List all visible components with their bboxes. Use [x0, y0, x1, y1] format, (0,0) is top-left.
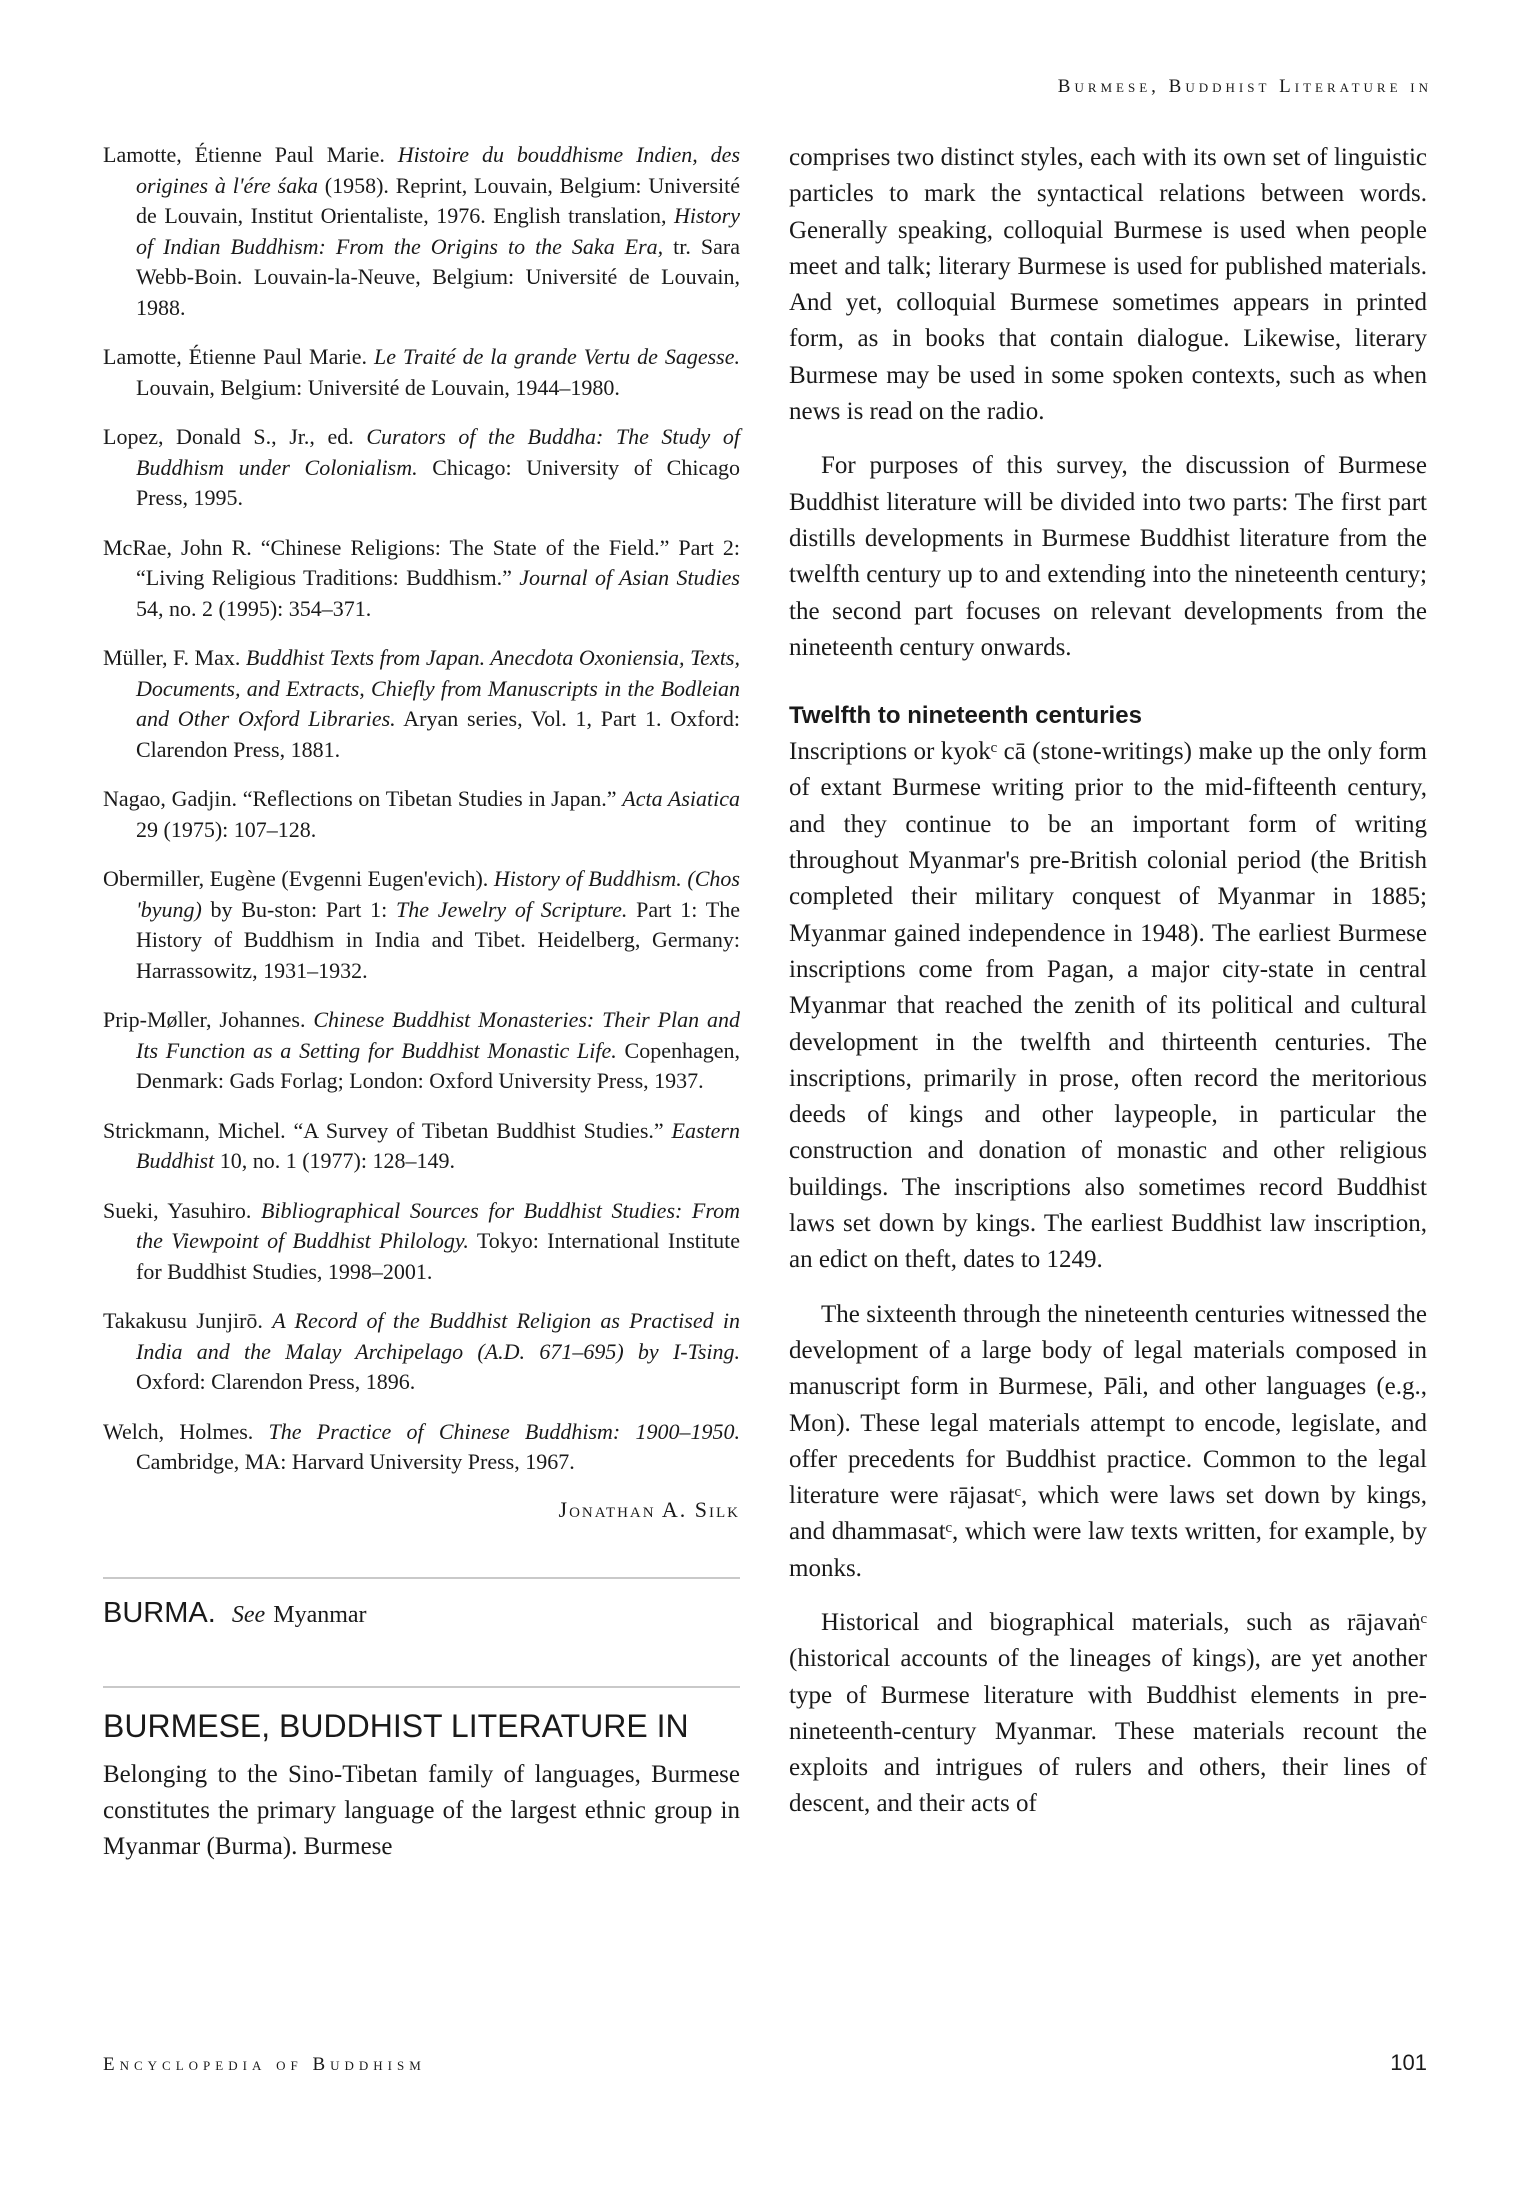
reference-author: Prip-Møller, Johannes. [103, 1007, 314, 1032]
reference-title: A Record of the Buddhist Religion as Practised in India and the Malay Archipelago (A.D. 671–695) by I-Tsing. [136, 1308, 740, 1364]
reference-title2: The Jewelry of Scripture. [395, 896, 628, 922]
reference-entry [103, 422, 740, 514]
reference-rest: Cambridge, MA: Harvard University Press, 1967. [136, 1449, 575, 1474]
reference-entry [103, 1417, 740, 1478]
reference-title: Journal of Asian Studies [519, 565, 740, 590]
xref-term: BURMA. [103, 1596, 216, 1629]
subsection-heading: Twelfth to nineteenth centuries [789, 702, 1142, 730]
reference-entry [103, 1116, 740, 1177]
reference-author: Lopez, Donald S., Jr., ed. [103, 424, 367, 449]
reference-entry [103, 1005, 740, 1097]
reference-rest: Chicago: University of Chicago Press, 1995. [136, 454, 740, 510]
footer-book-title: Encyclopedia of Buddhism [103, 2054, 426, 2075]
xref-see: See [231, 1601, 266, 1628]
body-paragraph: Historical and biographical materials, such as rājavaṅᶜ (historical accounts of the lineages of kings), are yet another type of Burmese literature with Buddhist elements in pre-nineteenth-century Myanmar. These materials recount the exploits and intrigues of rulers and others, their lines of descent, and their acts of [789, 1608, 1427, 1818]
page-number: 101 [1390, 2050, 1427, 2075]
reference-author: Strickmann, Michel. “A Survey of Tibetan Buddhist Studies.” [103, 1117, 672, 1143]
reference-author: Müller, F. Max. [103, 645, 246, 670]
reference-entry [103, 342, 740, 403]
body-paragraph: For purposes of this survey, the discussion of Burmese Buddhist literature will be divided into two parts: The first part distills developments in Burmese Buddhist literature from the twelfth century up to and extending into the nineteenth century; the second part focuses on relevant developments from the nineteenth century onwards. [789, 452, 1427, 661]
reference-title: The Practice of Chinese Buddhism: 1900–1950. [268, 1418, 740, 1444]
section-divider [103, 1577, 740, 1579]
reference-title: Bibliographical Sources for Buddhist Studies: From the Viewpoint of Buddhist Philology. [136, 1197, 741, 1253]
reference-title: Acta Asiatica [622, 786, 740, 811]
reference-author: Lamotte, Étienne Paul Marie. [103, 344, 375, 369]
section-divider [103, 1686, 740, 1688]
cross-reference [103, 1597, 740, 1630]
reference-title: Eastern Buddhist [136, 1117, 740, 1173]
reference-rest2: tr. Sara Webb-Boin. Louvain-la-Neuve, Belgium: Université de Louvain, 1988. [136, 233, 740, 320]
reference-rest: 54, no. 2 (1995): 354–371. [136, 595, 372, 621]
reference-author: Takakusu Junjirō. [103, 1308, 273, 1333]
reference-rest: 10, no. 1 (1977): 128–149. [214, 1148, 455, 1173]
body-paragraph: The sixteenth through the nineteenth centuries witnessed the development of a large body of legal materials composed in manuscript form in Burmese, Pāli, and other languages (e.g., Mon). These legal materials attempt to encode, legislate, and offer precedents for Buddhist practice. Common to the legal literature were rājasatᶜ, which were laws set down by kings, and dhammasatᶜ, which were law texts written, for example, by monks. [789, 1300, 1427, 1582]
xref-target-link[interactable]: Myanmar [273, 1601, 367, 1628]
reference-title: History of Buddhism. (Chos 'byung) [136, 866, 740, 922]
reference-rest: Tokyo: International Institute for Buddhist Studies, 1998–2001. [136, 1228, 741, 1284]
reference-rest: Louvain, Belgium: Université de Louvain, 1944–1980. [136, 374, 620, 400]
reference-rest2: Part 1: The History of Buddhism in India and Tibet. Heidelberg, Germany: Harrassowitz, 1931–1932. [136, 896, 740, 983]
reference-rest: by Bu-ston: Part 1: [201, 896, 396, 922]
reference-entry [103, 864, 740, 986]
reference-author: Welch, Holmes. [103, 1418, 269, 1444]
left-column [103, 140, 740, 1865]
entry-title: BURMESE, BUDDHIST LITERATURE IN [103, 1707, 689, 1744]
reference-entry [103, 1306, 740, 1398]
reference-entry [103, 533, 740, 625]
reference-rest: Aryan series, Vol. 1, Part 1. Oxford: Clarendon Press, 1881. [136, 706, 740, 762]
reference-title: Histoire du bouddhisme Indien, des origines à l'ére śaka [136, 142, 741, 198]
reference-author: Nagao, Gadjin. “Reflections on Tibetan Studies in Japan.” [103, 786, 623, 811]
reference-author: McRae, John R. “Chinese Religions: The State of the Field.” Part 2: “Living Religious Traditions: Buddhism.” [103, 534, 740, 590]
reference-title: Buddhist Texts from Japan. Anecdota Oxoniensia, Texts, Documents, and Extracts, Chiefly from Manuscripts in the Bodleian and Other Oxford Libraries. [136, 645, 740, 731]
body-paragraph: comprises two distinct styles, each with its own set of linguistic particles to mark the syntactical relations between words. Generally speaking, colloquial Burmese is used when people meet and talk; literary Burmese is used for published materials. And yet, colloquial Burmese sometimes appears in printed form, as in books that contain dialogue. Likewise, literary Burmese may be used in some spoken contexts, such as when news is read on the radio. [789, 144, 1427, 426]
right-column [789, 140, 1427, 1823]
reference-title2: History of Indian Buddhism: From the Origins to the Saka Era, [136, 203, 740, 259]
reference-entry [103, 140, 740, 323]
reference-author: Sueki, Yasuhiro. [103, 1197, 261, 1223]
reference-entry [103, 784, 740, 845]
reference-title: Le Traité de la grande Vertu de Sagesse. [374, 344, 740, 369]
reference-rest: (1958). Reprint, Louvain, Belgium: Université de Louvain, Institut Orientaliste, 1976. English translation, [136, 172, 740, 228]
running-header: Burmese, Buddhist Literature in [1057, 76, 1432, 97]
bibliography [103, 140, 740, 1478]
reference-author: Obermiller, Eugène (Evgenni Eugen'evich). [103, 866, 494, 891]
author-signature: Jonathan A. Silk [558, 1496, 740, 1522]
reference-author: Lamotte, Étienne Paul Marie. [103, 142, 398, 167]
reference-entry [103, 643, 740, 765]
reference-rest: Oxford: Clarendon Press, 1896. [136, 1369, 416, 1394]
reference-rest: 29 (1975): 107–128. [136, 816, 317, 842]
body-paragraph: Inscriptions or kyokᶜ cā (stone-writings) make up the only form of extant Burmese writing prior to the mid-fifteenth century, and they continue to be an important form of writing throughout Myanmar's pre-British colonial period (the British completed their military conquest of Myanmar in 1885; Myanmar gained independence in 1948). The earliest Burmese inscriptions come from Pagan, a major city-state in central Myanmar that reached the zenith of its political and cultural development in the twelfth and thirteenth centuries. The inscriptions, primarily in prose, often record the meritorious deeds of kings and other laypeople, in particular the construction and donation of monastic and other religious buildings. The inscriptions also sometimes record Buddhist laws set down by kings. The earliest Buddhist law inscription, an edict on theft, dates to 1249. [789, 738, 1427, 1274]
reference-rest: Copenhagen, Denmark: Gads Forlag; London: Oxford University Press, 1937. [136, 1037, 741, 1093]
reference-entry [103, 1196, 740, 1288]
entry-intro-paragraph: Belonging to the Sino-Tibetan family of languages, Burmese constitutes the primary language of the largest ethnic group in Myanmar (Burma). Burmese [103, 1760, 740, 1861]
reference-title: Chinese Buddhist Monasteries: Their Plan and Its Function as a Setting for Buddhist Monastic Life. [136, 1007, 740, 1063]
reference-title: Curators of the Buddha: The Study of Buddhism under Colonialism. [136, 424, 741, 480]
